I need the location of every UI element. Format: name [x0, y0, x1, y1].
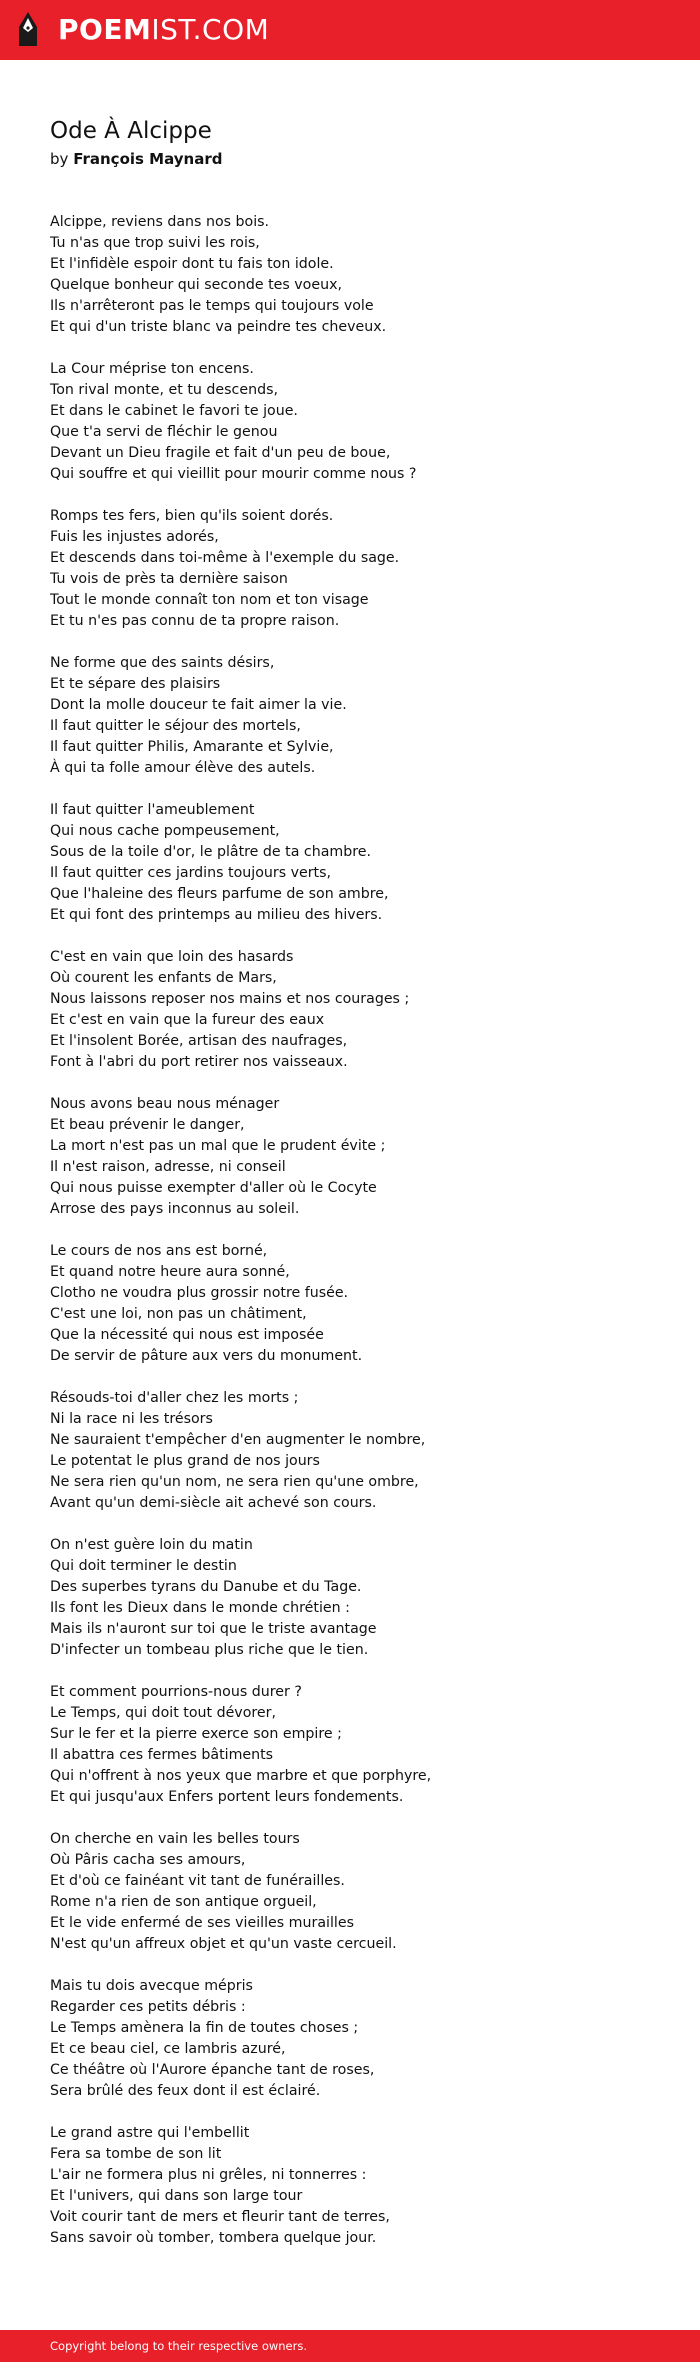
- poem-line: Et qui d'un triste blanc va peindre tes cheveux.: [50, 319, 387, 335]
- poem-line: Ni la race ni les trésors: [50, 1411, 213, 1427]
- poem-line: On n'est guère loin du matin: [50, 1537, 253, 1553]
- stanza: [50, 1241, 670, 1367]
- poem-line: À qui ta folle amour élève des autels.: [50, 760, 316, 776]
- poem-line: Où Pâris cacha ses amours,: [50, 1852, 246, 1868]
- poem-line: Ne sauraient t'empêcher d'en augmenter le nombre,: [50, 1432, 426, 1448]
- poem-line: Où courent les enfants de Mars,: [50, 970, 277, 986]
- poem-line: Sous de la toile d'or, le plâtre de ta chambre.: [50, 844, 371, 860]
- poem-line: Quelque bonheur qui seconde tes voeux,: [50, 277, 342, 293]
- logo-light-part: IST.COM: [151, 13, 270, 46]
- poem-line: On cherche en vain les belles tours: [50, 1831, 300, 1847]
- poem-line: L'air ne formera plus ni grêles, ni tonnerres :: [50, 2167, 367, 2183]
- poem-line: Et le vide enfermé de ses vieilles murailles: [50, 1915, 354, 1931]
- poem-line: Le Temps amènera la fin de toutes choses ;: [50, 2020, 359, 2036]
- poem-line: Et l'insolent Borée, artisan des naufrages,: [50, 1033, 348, 1049]
- poem-line: Ton rival monte, et tu descends,: [50, 382, 278, 398]
- poem-line: Fera sa tombe de son lit: [50, 2146, 222, 2162]
- poem-line: Il faut quitter le séjour des mortels,: [50, 718, 301, 734]
- poem-line: Tout le monde connaît ton nom et ton visage: [50, 592, 369, 608]
- site-logo[interactable]: [16, 10, 269, 50]
- poem-line: Et tu n'es pas connu de ta propre raison.: [50, 613, 340, 629]
- poem-line: Et qui font des printemps au milieu des hivers.: [50, 907, 383, 923]
- poem-line: Arrose des pays inconnus au soleil.: [50, 1201, 300, 1217]
- poem-line: Font à l'abri du port retirer nos vaisseaux.: [50, 1054, 348, 1070]
- poem-title: Ode À Alcippe: [50, 118, 212, 144]
- stanza: [50, 506, 670, 632]
- poem-line: C'est une loi, non pas un châtiment,: [50, 1306, 307, 1322]
- stanza: [50, 800, 670, 926]
- poem-line: Mais tu dois avecque mépris: [50, 1978, 253, 1994]
- stanza: [50, 1388, 670, 1514]
- logo-bold-part: POEM: [58, 13, 152, 46]
- poem-line: Qui n'offrent à nos yeux que marbre et que porphyre,: [50, 1768, 432, 1784]
- stanza: [50, 1682, 670, 1808]
- poem-line: Clotho ne voudra plus grossir notre fusée.: [50, 1285, 349, 1301]
- poem-line: Il faut quitter Philis, Amarante et Sylvie,: [50, 739, 334, 755]
- stanza: [50, 1976, 670, 2102]
- poem-line: Et quand notre heure aura sonné,: [50, 1264, 290, 1280]
- poem-line: Ce théâtre où l'Aurore épanche tant de roses,: [50, 2062, 375, 2078]
- poem-line: Qui nous puisse exempter d'aller où le Cocyte: [50, 1180, 377, 1196]
- poem-line: La Cour méprise ton encens.: [50, 361, 254, 377]
- poem-line: Ne sera rien qu'un nom, ne sera rien qu'une ombre,: [50, 1474, 419, 1490]
- poem-line: Le Temps, qui doit tout dévorer,: [50, 1705, 276, 1721]
- poem-line: Mais ils n'auront sur toi que le triste avantage: [50, 1621, 377, 1637]
- poem-line: Il faut quitter ces jardins toujours verts,: [50, 865, 332, 881]
- poem-body: [50, 212, 670, 2249]
- poem-line: Il faut quitter l'ameublement: [50, 802, 255, 818]
- stanza: [50, 359, 670, 485]
- poem-line: Avant qu'un demi-siècle ait achevé son cours.: [50, 1495, 377, 1511]
- poem-line: Et d'où ce fainéant vit tant de funérailles.: [50, 1873, 345, 1889]
- poem-line: Et comment pourrions-nous durer ?: [50, 1684, 302, 1700]
- poem-line: C'est en vain que loin des hasards: [50, 949, 294, 965]
- poem-line: Qui souffre et qui vieillit pour mourir comme nous ?: [50, 466, 417, 482]
- poem-line: Rome n'a rien de son antique orgueil,: [50, 1894, 317, 1910]
- poem-line: Ne forme que des saints désirs,: [50, 655, 275, 671]
- poem-line: Et te sépare des plaisirs: [50, 676, 221, 692]
- poem-line: Nous avons beau nous ménager: [50, 1096, 280, 1112]
- poem-line: Et l'univers, qui dans son large tour: [50, 2188, 303, 2204]
- poem-line: Tu n'as que trop suivi les rois,: [50, 235, 260, 251]
- poem-byline: [50, 148, 670, 170]
- poem-line: Regarder ces petits débris :: [50, 1999, 246, 2015]
- poem-line: Et l'infidèle espoir dont tu fais ton idole.: [50, 256, 334, 272]
- poem-line: Il n'est raison, adresse, ni conseil: [50, 1159, 286, 1175]
- poem-line: Dont la molle douceur te fait aimer la vie.: [50, 697, 347, 713]
- by-label: by: [50, 150, 69, 168]
- poem-line: Le potentat le plus grand de nos jours: [50, 1453, 320, 1469]
- poem-line: Devant un Dieu fragile et fait d'un peu de boue,: [50, 445, 391, 461]
- poem-line: Des superbes tyrans du Danube et du Tage.: [50, 1579, 362, 1595]
- poem-line: Tu vois de près ta dernière saison: [50, 571, 288, 587]
- poem-line: D'infecter un tombeau plus riche que le tien.: [50, 1642, 369, 1658]
- poem-line: Il abattra ces fermes bâtiments: [50, 1747, 274, 1763]
- poem-line: Et ce beau ciel, ce lambris azuré,: [50, 2041, 286, 2057]
- poem-line: Sans savoir où tomber, tombera quelque jour.: [50, 2230, 377, 2246]
- copyright-notice: Copyright belong to their respective owners.: [50, 2339, 308, 2353]
- poem-line: Et beau prévenir le danger,: [50, 1117, 245, 1133]
- pen-nib-icon: [16, 10, 40, 50]
- poem-line: Alcippe, reviens dans nos bois.: [50, 214, 270, 230]
- stanza: [50, 1094, 670, 1220]
- site-header: [0, 0, 700, 60]
- poem-line: Et qui jusqu'aux Enfers portent leurs fondements.: [50, 1789, 404, 1805]
- poem-line: Que l'haleine des fleurs parfume de son ambre,: [50, 886, 389, 902]
- stanza: [50, 212, 670, 338]
- poem-line: Que t'a servi de fléchir le genou: [50, 424, 278, 440]
- poem-line: Le grand astre qui l'embellit: [50, 2125, 250, 2141]
- poem-line: Que la nécessité qui nous est imposée: [50, 1327, 324, 1343]
- stanza: [50, 947, 670, 1073]
- poem-line: Nous laissons reposer nos mains et nos courages ;: [50, 991, 410, 1007]
- poem-line: La mort n'est pas un mal que le prudent évite ;: [50, 1138, 386, 1154]
- poem-content: [50, 114, 670, 2270]
- poem-line: Et c'est en vain que la fureur des eaux: [50, 1012, 325, 1028]
- poem-line: Et dans le cabinet le favori te joue.: [50, 403, 298, 419]
- poem-line: Qui nous cache pompeusement,: [50, 823, 280, 839]
- poem-line: Fuis les injustes adorés,: [50, 529, 219, 545]
- stanza: [50, 1829, 670, 1955]
- poem-line: Qui doit terminer le destin: [50, 1558, 237, 1574]
- site-logo-text: [58, 10, 269, 50]
- poem-line: Sera brûlé des feux dont il est éclairé.: [50, 2083, 321, 2099]
- stanza: [50, 1535, 670, 1661]
- poem-line: Le cours de nos ans est borné,: [50, 1243, 268, 1259]
- poem-line: Et descends dans toi-même à l'exemple du sage.: [50, 550, 400, 566]
- poem-line: De servir de pâture aux vers du monument.: [50, 1348, 363, 1364]
- stanza: [50, 2123, 670, 2249]
- poem-line: N'est qu'un affreux objet et qu'un vaste cercueil.: [50, 1936, 397, 1952]
- site-footer: [0, 2330, 700, 2362]
- poem-line: Ils n'arrêteront pas le temps qui toujours vole: [50, 298, 374, 314]
- poem-line: Voit courir tant de mers et fleurir tant de terres,: [50, 2209, 390, 2225]
- poem-line: Romps tes fers, bien qu'ils soient dorés.: [50, 508, 334, 524]
- stanza: [50, 653, 670, 779]
- poem-line: Résouds-toi d'aller chez les morts ;: [50, 1390, 299, 1406]
- poem-author[interactable]: François Maynard: [73, 150, 223, 168]
- poem-line: Ils font les Dieux dans le monde chrétien :: [50, 1600, 350, 1616]
- poem-line: Sur le fer et la pierre exerce son empire ;: [50, 1726, 342, 1742]
